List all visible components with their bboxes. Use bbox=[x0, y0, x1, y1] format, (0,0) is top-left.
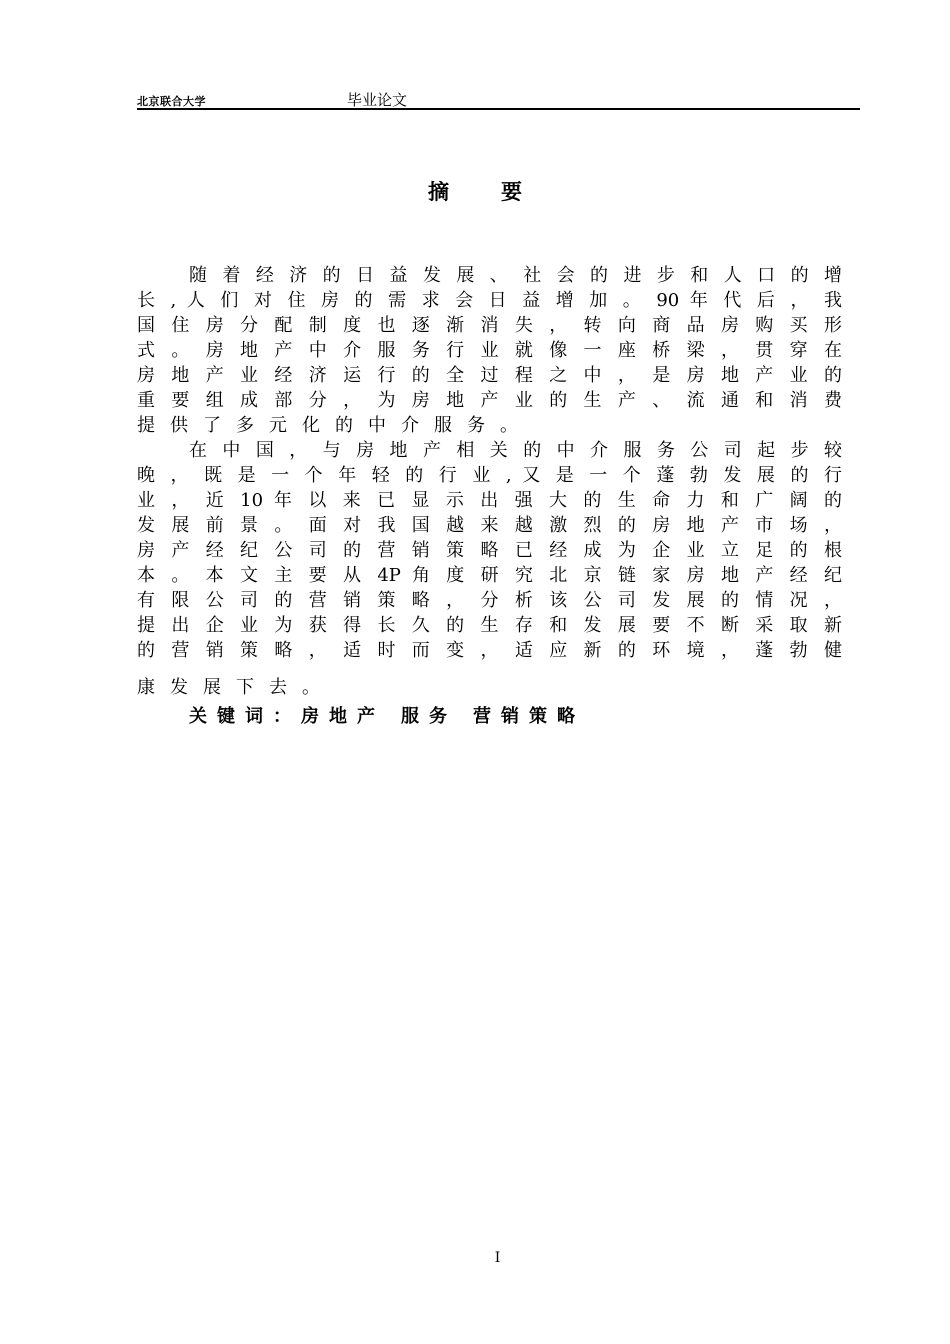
page-number: I bbox=[494, 1250, 501, 1266]
paragraph-line: 业 ， 近 10 年 以 来 已 显 示 出 强 大 的 生 命 力 和 广 阔 的 bbox=[137, 490, 842, 511]
line-gap bbox=[137, 663, 842, 675]
paragraph-line: 重 要 组 成 部 分 ， 为 房 地 产 业 的 生 产 、 流 通 和 消 费 bbox=[137, 390, 842, 411]
keywords-line bbox=[137, 704, 842, 729]
abstract-title: 摘要 bbox=[428, 179, 574, 204]
keywords-label: 关键词： bbox=[189, 706, 301, 727]
header-school-name: 北京联合大学 bbox=[137, 95, 206, 108]
page-header bbox=[137, 88, 860, 110]
paragraph-line: 国 住 房 分 配 制 度 也 逐 渐 消 失 ， 转 向 商 品 房 购 买 形 bbox=[137, 315, 842, 336]
paragraph-line: 本 。 本 文 主 要 从 4P 角 度 研 究 北 京 链 家 房 地 产 经 纪 bbox=[137, 565, 842, 586]
header-document-type: 毕业论文 bbox=[347, 91, 408, 109]
paragraph-line: 康发展下去。 bbox=[137, 677, 335, 698]
keyword-item: 营销策略 bbox=[473, 706, 585, 727]
paragraph-line: 发 展 前 景 。 面 对 我 国 越 来 越 激 烈 的 房 地 产 市 场 ， bbox=[137, 515, 842, 536]
abstract-paragraph-1 bbox=[137, 263, 842, 438]
paragraph-line: 的 营 销 策 略 ， 适 时 而 变 ， 适 应 新 的 环 境 ， 蓬 勃 健 bbox=[137, 640, 842, 661]
abstract-body bbox=[137, 263, 842, 729]
paragraph-line: 提供了多元化的中介服务。 bbox=[137, 415, 533, 436]
paragraph-line: 房 地 产 业 经 济 运 行 的 全 过 程 之 中 ， 是 房 地 产 业 的 bbox=[137, 365, 842, 386]
paragraph-line: 在 中 国 ， 与 房 地 产 相 关 的 中 介 服 务 公 司 起 步 较 bbox=[189, 440, 842, 461]
paragraph-line: 长 , 人 们 对 住 房 的 需 求 会 日 益 增 加 。 90 年 代 后 ， 我 bbox=[137, 290, 842, 311]
keyword-item: 房地产 bbox=[301, 706, 385, 727]
paragraph-line: 式 。 房 地 产 中 介 服 务 行 业 就 像 一 座 桥 梁 ， 贯 穿 在 bbox=[137, 340, 842, 361]
abstract-paragraph-2 bbox=[137, 438, 842, 700]
header-rule bbox=[137, 108, 860, 110]
keyword-item: 服务 bbox=[401, 706, 457, 727]
paragraph-line: 有 限 公 司 的 营 销 策 略 ， 分 析 该 公 司 发 展 的 情 况 ， bbox=[137, 590, 842, 611]
paragraph-line: 随 着 经 济 的 日 益 发 展 、 社 会 的 进 步 和 人 口 的 增 bbox=[189, 265, 842, 286]
paragraph-line: 房 产 经 纪 公 司 的 营 销 策 略 已 经 成 为 企 业 立 足 的 根 bbox=[137, 540, 842, 561]
paragraph-line: 提 出 企 业 为 获 得 长 久 的 生 存 和 发 展 要 不 断 采 取 新 bbox=[137, 615, 842, 636]
paragraph-line: 晚 ， 既 是 一 个 年 轻 的 行 业 , 又 是 一 个 蓬 勃 发 展 的 行 bbox=[137, 465, 842, 486]
